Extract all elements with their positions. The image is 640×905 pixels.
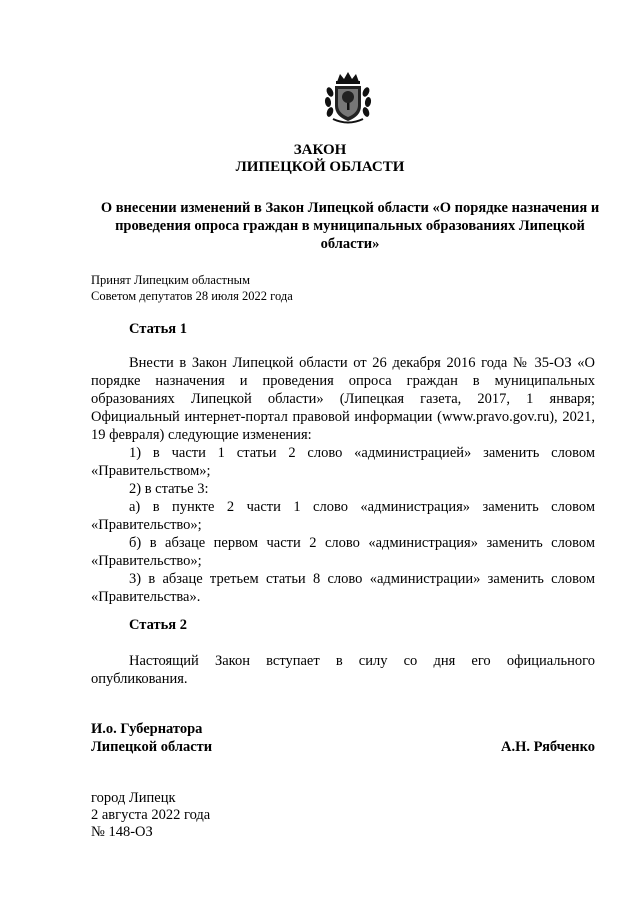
law-title: ЗАКОН [293,142,347,158]
position-line: Липецкой области [91,739,213,755]
article-paragraph: а) в пункте 2 части 1 слово «администрация» заменить словом «Правительство»; [91,499,595,533]
article-paragraph: 1) в части 1 статьи 2 слово «администрацией» заменить словом «Правительством»; [91,445,595,479]
position-line: И.о. Губернатора [91,721,203,737]
article-paragraph: 2) в статье 3: [129,481,209,497]
article-heading: Статья 1 [129,321,187,337]
article-body [91,354,595,606]
article-paragraph: Внести в Закон Липецкой области от 26 декабря 2016 года № 35-ОЗ «О порядке назначения и проведения опроса граждан в муниципальных образованиях Липецкой области» (Липецкая газета, 2017, 1 января; Официальный интернет-портал правовой информации (www.pravo.gov.ru), 2021, 19 февраля) следующие изменения: [91,355,595,443]
article-paragraph: Настоящий Закон вступает в силу со дня его официального опубликования. [91,653,595,687]
region-title: ЛИПЕЦКОЙ ОБЛАСТИ [235,159,405,175]
article-paragraph: 3) в абзаце третьем статьи 8 слово «администрации» заменить словом «Правительства». [91,571,595,605]
law-subject: О внесении изменений в Закон Липецкой области «О порядке назначения и проведения опроса граждан в муниципальных образованиях Липецкой области» [100,200,600,252]
adoption-note [91,272,293,304]
document-footer [91,790,210,841]
footer-number: № 148-ОЗ [91,824,153,840]
article-heading: Статья 2 [129,617,187,633]
article-paragraph: б) в абзаце первом части 2 слово «администрация» заменить словом «Правительство»; [91,535,595,569]
article-body [91,652,595,688]
footer-date: 2 августа 2022 года [91,807,211,823]
adoption-line: Принят Липецким областным [91,273,250,287]
signatory-position [91,720,212,756]
footer-city: город Липецк [91,790,176,806]
signatory-name: А.Н. Рябченко [500,739,595,755]
adoption-line: Советом депутатов 28 июля 2022 года [91,289,293,303]
coat-of-arms-icon [323,70,373,124]
